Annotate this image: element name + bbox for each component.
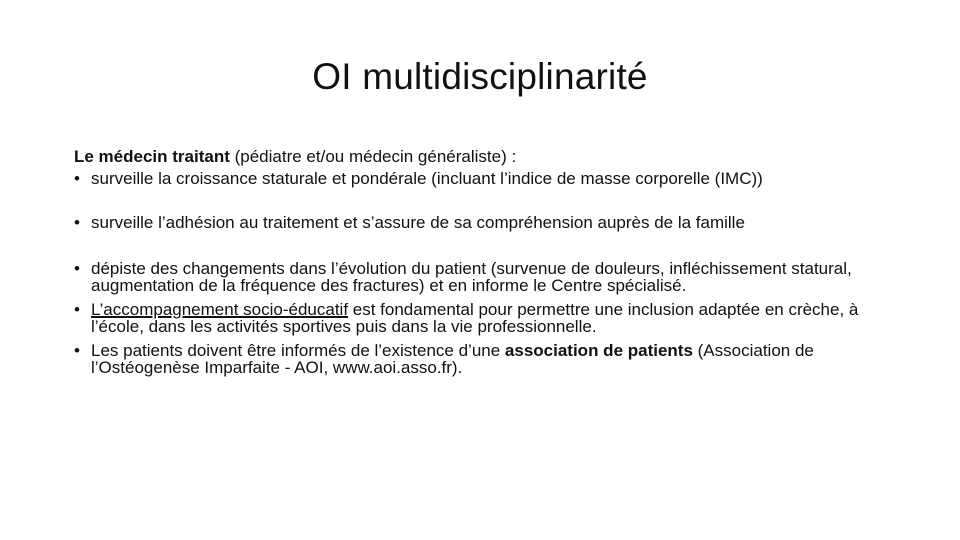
bullet-text-after: (Association de l’Ostéogenèse Imparfaite - AOI, www.aoi.asso.fr). [91,341,814,377]
bullet-item-socio-educational [74,301,894,335]
underlined-phrase: L’accompagnement socio-éducatif [91,300,349,319]
bullet-icon: • [74,341,80,360]
bullet-text: est fondamental pour permettre une inclusion adaptée en crèche, à l’école, dans les activités sportives puis dans la vie professionnelle. [91,300,859,336]
slide-body [74,146,894,376]
bold-phrase: association de patients [504,341,693,360]
intro-bold: Le médecin traitant [74,147,230,166]
bullet-text-before: Les patients doivent être informés de l’existence d’une [91,341,505,360]
bullet-text: surveille l’adhésion au traitement et s’assure de sa compréhension auprès de la famille [91,213,745,232]
intro-rest: (pédiatre et/ou médecin généraliste) : [229,147,517,166]
bullet-list [74,168,894,376]
bullet-item-screening [74,260,894,294]
bullet-icon: • [74,300,80,319]
bullet-item-growth [74,168,894,190]
bullet-icon: • [74,259,80,278]
bullet-icon: • [74,213,80,232]
bullet-text: dépiste des changements dans l’évolution du patient (survenue de douleurs, infléchissement statural, augmentation de la fréquence des fractures) et en informe le Centre spécialisé. [91,259,852,295]
intro-line [74,146,894,168]
bullet-item-adherence [74,212,894,234]
bullet-text: surveille la croissance staturale et pondérale (incluant l’indice de masse corporelle (IMC)) [91,169,763,188]
slide-title: OI multidisciplinarité [312,56,648,97]
bullet-item-patient-association [74,342,894,376]
bullet-icon: • [74,169,80,188]
